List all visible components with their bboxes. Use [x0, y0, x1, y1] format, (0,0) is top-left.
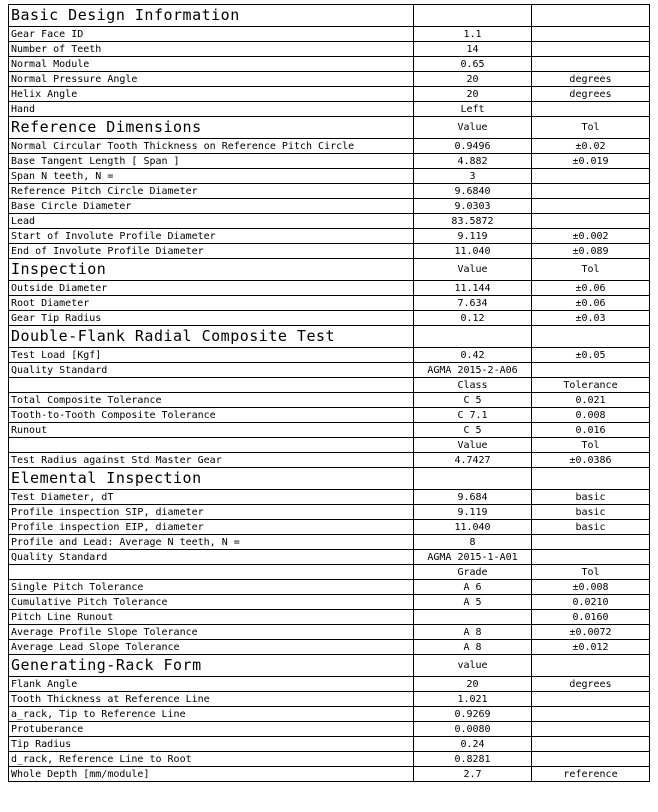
table-row [9, 408, 650, 423]
tolerance-cell [532, 42, 650, 57]
parameter-cell: Profile inspection SIP, diameter [9, 505, 414, 520]
parameter-cell: Quality Standard [9, 363, 414, 378]
table-row [9, 677, 650, 692]
tolerance-cell [532, 737, 650, 752]
parameter-cell: Whole Depth [mm/module] [9, 767, 414, 782]
tolerance-cell [532, 214, 650, 229]
table-row [9, 625, 650, 640]
tolerance-cell: ±0.012 [532, 640, 650, 655]
value-cell: 0.9269 [414, 707, 532, 722]
table-row [9, 692, 650, 707]
value-cell: 11.040 [414, 520, 532, 535]
parameter-cell: Quality Standard [9, 550, 414, 565]
tolerance-cell: Tol [532, 117, 650, 139]
parameter-cell: Start of Involute Profile Diameter [9, 229, 414, 244]
table-row [9, 393, 650, 408]
tolerance-cell [532, 707, 650, 722]
section-title: Basic Design Information [9, 5, 414, 27]
value-cell: Grade [414, 565, 532, 580]
value-cell: AGMA 2015-1-A01 [414, 550, 532, 565]
parameter-cell: Gear Tip Radius [9, 311, 414, 326]
tolerance-cell: 0.016 [532, 423, 650, 438]
tolerance-cell: degrees [532, 72, 650, 87]
tolerance-cell: basic [532, 505, 650, 520]
parameter-cell: Flank Angle [9, 677, 414, 692]
value-cell: Value [414, 259, 532, 281]
parameter-cell: Normal Pressure Angle [9, 72, 414, 87]
parameter-cell: Profile and Lead: Average N teeth, N = [9, 535, 414, 550]
parameter-cell: a_rack, Tip to Reference Line [9, 707, 414, 722]
table-row [9, 453, 650, 468]
section-header-row [9, 117, 650, 139]
table-row [9, 139, 650, 154]
section-header-row [9, 5, 650, 27]
tolerance-cell: Tol [532, 259, 650, 281]
value-cell: 11.040 [414, 244, 532, 259]
value-cell: value [414, 655, 532, 677]
table-row [9, 595, 650, 610]
table-row [9, 311, 650, 326]
tolerance-cell: ±0.06 [532, 296, 650, 311]
parameter-cell: Normal Circular Tooth Thickness on Reference Pitch Circle [9, 139, 414, 154]
table-row [9, 505, 650, 520]
value-cell: 4.882 [414, 154, 532, 169]
tolerance-cell: 0.0210 [532, 595, 650, 610]
value-cell: 7.634 [414, 296, 532, 311]
table-row [9, 184, 650, 199]
tolerance-cell: degrees [532, 677, 650, 692]
tolerance-cell: Tolerance [532, 378, 650, 393]
section-header-row [9, 655, 650, 677]
value-cell: 20 [414, 677, 532, 692]
tolerance-cell: basic [532, 490, 650, 505]
value-cell: 0.42 [414, 348, 532, 363]
section-title: Reference Dimensions [9, 117, 414, 139]
table-row [9, 102, 650, 117]
tolerance-cell [532, 692, 650, 707]
value-cell: 0.9496 [414, 139, 532, 154]
parameter-cell: d_rack, Reference Line to Root [9, 752, 414, 767]
value-cell: 0.0080 [414, 722, 532, 737]
value-cell: 0.24 [414, 737, 532, 752]
value-cell: 9.684 [414, 490, 532, 505]
table-row [9, 57, 650, 72]
parameter-cell: Number of Teeth [9, 42, 414, 57]
tolerance-cell [532, 169, 650, 184]
tolerance-cell: ±0.02 [532, 139, 650, 154]
table-row [9, 87, 650, 102]
value-cell: 9.119 [414, 505, 532, 520]
tolerance-cell [532, 535, 650, 550]
tolerance-cell: ±0.05 [532, 348, 650, 363]
table-row [9, 610, 650, 625]
parameter-cell: Outside Diameter [9, 281, 414, 296]
table-row [9, 378, 650, 393]
tolerance-cell: ±0.002 [532, 229, 650, 244]
parameter-cell: Runout [9, 423, 414, 438]
parameter-cell: Single Pitch Tolerance [9, 580, 414, 595]
tolerance-cell [532, 550, 650, 565]
value-cell: 9.6840 [414, 184, 532, 199]
table-row [9, 348, 650, 363]
parameter-cell: Helix Angle [9, 87, 414, 102]
table-row [9, 438, 650, 453]
tolerance-cell: ±0.019 [532, 154, 650, 169]
parameter-cell: Test Diameter, dT [9, 490, 414, 505]
tolerance-cell: ±0.0072 [532, 625, 650, 640]
tolerance-cell [532, 655, 650, 677]
section-title: Generating-Rack Form [9, 655, 414, 677]
parameter-cell: Test Radius against Std Master Gear [9, 453, 414, 468]
value-cell: 20 [414, 87, 532, 102]
table-row [9, 752, 650, 767]
parameter-cell: Total Composite Tolerance [9, 393, 414, 408]
tolerance-cell: ±0.03 [532, 311, 650, 326]
tolerance-cell: basic [532, 520, 650, 535]
value-cell: A 5 [414, 595, 532, 610]
parameter-cell: Tooth Thickness at Reference Line [9, 692, 414, 707]
value-cell: 8 [414, 535, 532, 550]
tolerance-cell [532, 5, 650, 27]
tolerance-cell [532, 752, 650, 767]
table-row [9, 296, 650, 311]
value-cell: 2.7 [414, 767, 532, 782]
tolerance-cell: ±0.06 [532, 281, 650, 296]
parameter-cell: Gear Face ID [9, 27, 414, 42]
value-cell: C 7.1 [414, 408, 532, 423]
value-cell: 1.021 [414, 692, 532, 707]
value-cell: 4.7427 [414, 453, 532, 468]
parameter-cell: Root Diameter [9, 296, 414, 311]
parameter-cell: Average Profile Slope Tolerance [9, 625, 414, 640]
tolerance-cell [532, 184, 650, 199]
value-cell: 0.65 [414, 57, 532, 72]
table-row [9, 363, 650, 378]
value-cell: AGMA 2015-2-A06 [414, 363, 532, 378]
table-row [9, 72, 650, 87]
value-cell: C 5 [414, 393, 532, 408]
table-row [9, 550, 650, 565]
value-cell: 83.5872 [414, 214, 532, 229]
table-row [9, 244, 650, 259]
table-row [9, 154, 650, 169]
table-row [9, 42, 650, 57]
parameter-cell: Reference Pitch Circle Diameter [9, 184, 414, 199]
parameter-cell: Tooth-to-Tooth Composite Tolerance [9, 408, 414, 423]
tolerance-cell: Tol [532, 565, 650, 580]
value-cell: Class [414, 378, 532, 393]
value-cell: Value [414, 438, 532, 453]
table-row [9, 707, 650, 722]
value-cell [414, 326, 532, 348]
tolerance-cell: Tol [532, 438, 650, 453]
parameter-cell [9, 565, 414, 580]
parameter-cell: Normal Module [9, 57, 414, 72]
parameter-cell: Cumulative Pitch Tolerance [9, 595, 414, 610]
section-header-row [9, 468, 650, 490]
value-cell: 20 [414, 72, 532, 87]
section-title: Elemental Inspection [9, 468, 414, 490]
table-row [9, 535, 650, 550]
table-row [9, 580, 650, 595]
parameter-cell: Base Circle Diameter [9, 199, 414, 214]
value-cell: 0.12 [414, 311, 532, 326]
table-row [9, 214, 650, 229]
parameter-cell [9, 438, 414, 453]
value-cell: C 5 [414, 423, 532, 438]
table-row [9, 565, 650, 580]
tolerance-cell [532, 27, 650, 42]
value-cell: Left [414, 102, 532, 117]
tolerance-cell: degrees [532, 87, 650, 102]
section-title: Inspection [9, 259, 414, 281]
table-row [9, 640, 650, 655]
table-row [9, 27, 650, 42]
value-cell: A 8 [414, 640, 532, 655]
value-cell: 9.0303 [414, 199, 532, 214]
section-title: Double-Flank Radial Composite Test [9, 326, 414, 348]
table-row [9, 520, 650, 535]
value-cell: 11.144 [414, 281, 532, 296]
tolerance-cell: 0.021 [532, 393, 650, 408]
tolerance-cell [532, 363, 650, 378]
parameter-cell: Span N teeth, N = [9, 169, 414, 184]
parameter-cell [9, 378, 414, 393]
parameter-cell: Test Load [Kgf] [9, 348, 414, 363]
parameter-cell: Average Lead Slope Tolerance [9, 640, 414, 655]
table-row [9, 281, 650, 296]
value-cell: 9.119 [414, 229, 532, 244]
value-cell: 1.1 [414, 27, 532, 42]
section-header-row [9, 326, 650, 348]
gear-specification-table [8, 4, 650, 782]
parameter-cell: Lead [9, 214, 414, 229]
table-row [9, 229, 650, 244]
tolerance-cell [532, 326, 650, 348]
value-cell: 14 [414, 42, 532, 57]
table-row [9, 169, 650, 184]
parameter-cell: End of Involute Profile Diameter [9, 244, 414, 259]
value-cell: Value [414, 117, 532, 139]
tolerance-cell [532, 199, 650, 214]
table-row [9, 737, 650, 752]
parameter-cell: Pitch Line Runout [9, 610, 414, 625]
tolerance-cell: reference [532, 767, 650, 782]
value-cell [414, 610, 532, 625]
tolerance-cell [532, 722, 650, 737]
value-cell [414, 5, 532, 27]
parameter-cell: Base Tangent Length [ Span ] [9, 154, 414, 169]
parameter-cell: Protuberance [9, 722, 414, 737]
tolerance-cell: ±0.0386 [532, 453, 650, 468]
table-row [9, 199, 650, 214]
tolerance-cell: ±0.089 [532, 244, 650, 259]
parameter-cell: Tip Radius [9, 737, 414, 752]
tolerance-cell: 0.0160 [532, 610, 650, 625]
parameter-cell: Hand [9, 102, 414, 117]
table-row [9, 722, 650, 737]
tolerance-cell [532, 468, 650, 490]
tolerance-cell: 0.008 [532, 408, 650, 423]
value-cell: 3 [414, 169, 532, 184]
value-cell: A 6 [414, 580, 532, 595]
value-cell [414, 468, 532, 490]
section-header-row [9, 259, 650, 281]
parameter-cell: Profile inspection EIP, diameter [9, 520, 414, 535]
tolerance-cell [532, 57, 650, 72]
table-row [9, 490, 650, 505]
table-row [9, 767, 650, 782]
table-body [9, 5, 650, 782]
value-cell: 0.8281 [414, 752, 532, 767]
tolerance-cell: ±0.008 [532, 580, 650, 595]
tolerance-cell [532, 102, 650, 117]
table-row [9, 423, 650, 438]
value-cell: A 8 [414, 625, 532, 640]
